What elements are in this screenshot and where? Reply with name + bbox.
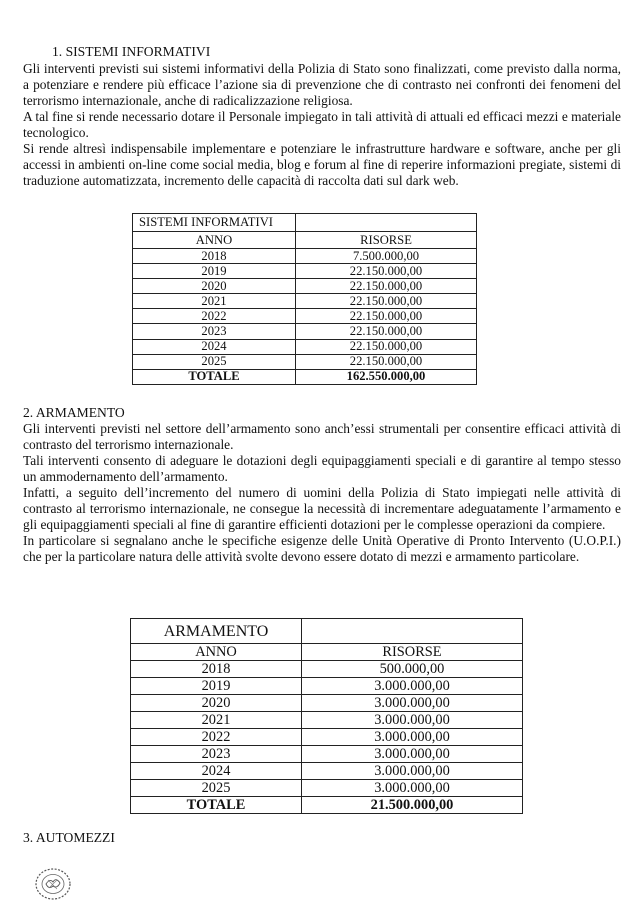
- amount-cell: 500.000,00: [302, 661, 523, 678]
- amount-cell: 3.000.000,00: [302, 729, 523, 746]
- table-row: [133, 264, 477, 279]
- amount-cell: 22.150.000,00: [296, 339, 477, 354]
- table-title-row: [131, 619, 523, 644]
- amount-cell: 22.150.000,00: [296, 294, 477, 309]
- amount-cell: 3.000.000,00: [302, 712, 523, 729]
- section-heading-armamento: 2. ARMAMENTO: [23, 405, 125, 420]
- column-header-year: ANNO: [133, 232, 296, 249]
- year-cell: 2023: [133, 324, 296, 339]
- year-cell: 2022: [131, 729, 302, 746]
- amount-cell: 22.150.000,00: [296, 324, 477, 339]
- table-title-row: [133, 214, 477, 232]
- sistemi-informativi-table: [132, 213, 477, 385]
- table-row: [131, 729, 523, 746]
- total-amount: 162.550.000,00: [296, 369, 477, 384]
- table-row: [133, 324, 477, 339]
- year-cell: 2024: [133, 339, 296, 354]
- year-cell: 2019: [131, 678, 302, 695]
- amount-cell: 7.500.000,00: [296, 249, 477, 264]
- column-header-year: ANNO: [131, 644, 302, 661]
- paragraph: Gli interventi previsti sui sistemi informativi della Polizia di Stato sono finalizzati, come previsto dalla norma, a potenziare e rendere più efficace l’azione sia di prevenzione che di contrasto nei confronti dei fenomeni del terrorismo internazionale, anche di radicalizzazione religiosa.: [23, 61, 621, 108]
- paragraph: In particolare si segnalano anche le specifiche esigenze delle Unità Operative di Pronto Intervento (U.O.P.I.) che per la particolare natura delle attività svolte devono essere dotato di mezzi e armamento particolare.: [23, 533, 621, 564]
- table-total-row: [131, 797, 523, 814]
- table-row: [131, 763, 523, 780]
- year-cell: 2023: [131, 746, 302, 763]
- year-cell: 2021: [133, 294, 296, 309]
- table-title: SISTEMI INFORMATIVI: [133, 214, 296, 232]
- table-body: [131, 661, 523, 797]
- year-cell: 2022: [133, 309, 296, 324]
- table-row: [133, 294, 477, 309]
- amount-cell: 22.150.000,00: [296, 279, 477, 294]
- table-row: [131, 746, 523, 763]
- table-title: ARMAMENTO: [131, 619, 302, 644]
- table-row: [131, 678, 523, 695]
- amount-cell: 3.000.000,00: [302, 746, 523, 763]
- table-header-row: [133, 232, 477, 249]
- paragraph: A tal fine si rende necessario dotare il Personale impiegato in tali attività di attuali ed efficaci mezzi e materiale tecnologico.: [23, 109, 621, 140]
- table-body: [133, 249, 477, 370]
- year-cell: 2018: [131, 661, 302, 678]
- official-seal-icon: [33, 866, 73, 902]
- paragraph: Si rende altresì indispensabile implementare e potenziare le infrastrutture hardware e software, anche per gli accessi in ambienti on-line come social media, blog e forum al fine di reperire informazioni pregiate, sistemi di traduzione automatizzata, incremento delle capacità di raccolta dati sul dark web.: [23, 141, 621, 188]
- paragraph: Gli interventi previsti nel settore dell’armamento sono anch’essi strumentali per consentire efficaci attività di contrasto del terrorismo internazionale.: [23, 421, 621, 452]
- section-heading-sistemi-informativi: 1. SISTEMI INFORMATIVI: [52, 44, 211, 59]
- table-header-row: [131, 644, 523, 661]
- table-row: [131, 695, 523, 712]
- table-total-row: [133, 369, 477, 384]
- year-cell: 2019: [133, 264, 296, 279]
- amount-cell: 22.150.000,00: [296, 309, 477, 324]
- column-header-resources: RISORSE: [296, 232, 477, 249]
- amount-cell: 3.000.000,00: [302, 780, 523, 797]
- table-row: [133, 309, 477, 324]
- year-cell: 2018: [133, 249, 296, 264]
- year-cell: 2025: [131, 780, 302, 797]
- paragraph: Infatti, a seguito dell’incremento del numero di uomini della Polizia di Stato impiegati nelle attività di contrasto al terrorismo internazionale, ne consegue la necessità di incrementare adeguatamente l’armamento e gli equipaggiamenti speciali al fine di garantire efficienti dotazioni per le complesse operazioni da compiere.: [23, 485, 621, 532]
- table-title-blank: [302, 619, 523, 644]
- year-cell: 2020: [131, 695, 302, 712]
- table-row: [133, 354, 477, 369]
- table-row: [133, 249, 477, 264]
- table-row: [131, 780, 523, 797]
- total-label: TOTALE: [133, 369, 296, 384]
- armamento-table: [130, 618, 523, 814]
- year-cell: 2020: [133, 279, 296, 294]
- table-row: [131, 712, 523, 729]
- amount-cell: 3.000.000,00: [302, 763, 523, 780]
- year-cell: 2025: [133, 354, 296, 369]
- amount-cell: 3.000.000,00: [302, 695, 523, 712]
- year-cell: 2021: [131, 712, 302, 729]
- total-label: TOTALE: [131, 797, 302, 814]
- section-body-sistemi-informativi: [23, 61, 621, 189]
- table-row: [133, 279, 477, 294]
- amount-cell: 22.150.000,00: [296, 264, 477, 279]
- total-amount: 21.500.000,00: [302, 797, 523, 814]
- paragraph: Tali interventi consento di adeguare le dotazioni degli equipaggiamenti speciali e di garantire al tempo stesso un ammodernamento dell’armamento.: [23, 453, 621, 484]
- year-cell: 2024: [131, 763, 302, 780]
- amount-cell: 22.150.000,00: [296, 354, 477, 369]
- amount-cell: 3.000.000,00: [302, 678, 523, 695]
- table-title-blank: [296, 214, 477, 232]
- table-row: [133, 339, 477, 354]
- column-header-resources: RISORSE: [302, 644, 523, 661]
- table-row: [131, 661, 523, 678]
- section-body-armamento: [23, 421, 621, 565]
- section-heading-automezzi: 3. AUTOMEZZI: [23, 830, 115, 845]
